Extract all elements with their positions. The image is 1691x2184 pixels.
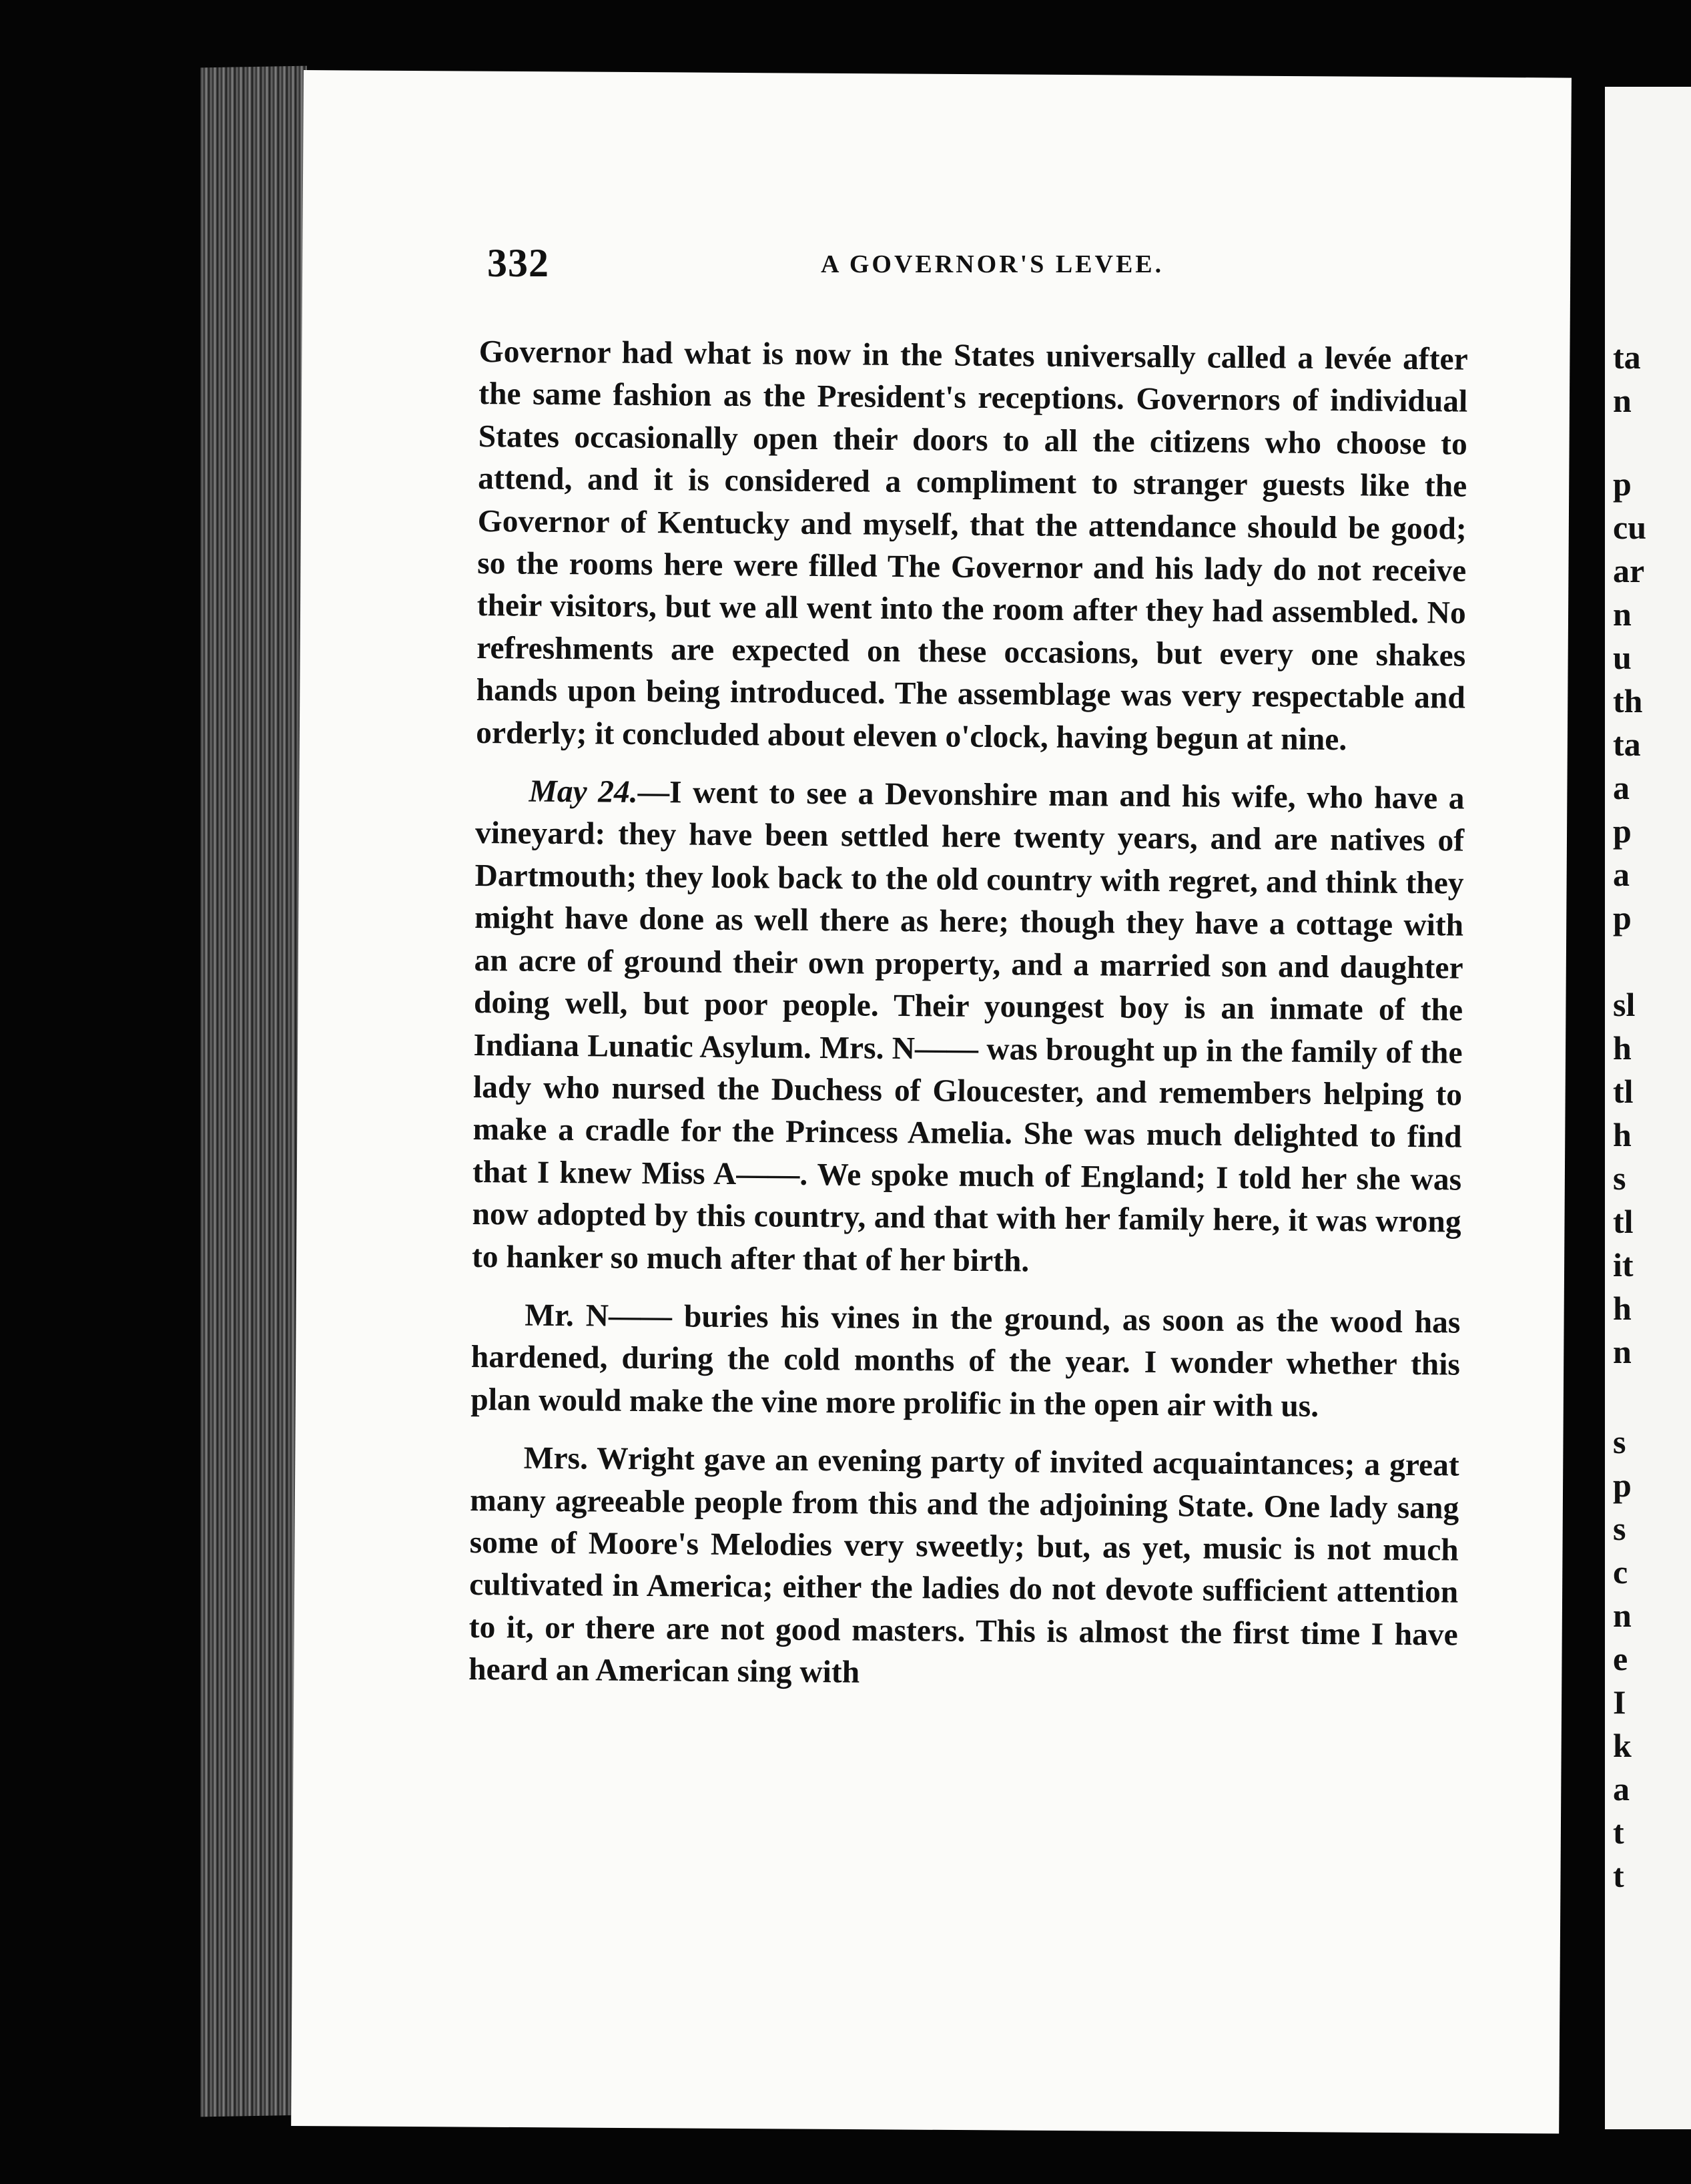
facing-page-fragment: it — [1613, 1246, 1634, 1284]
paragraph-text: —I went to see a Devonshire man and his wife, who have a vineyard: they have been settled here twenty years, and are natives of Dartmouth; they look back to the old country with regret, and think they might have done as well there as here; though they have a cottage with an acre of ground their own property, and a married son and daughter doing well, but poor people. Their youngest boy is an inmate of the Indiana Lunatic Asylum. Mrs. N—— was brought up in the family of the lady who nursed the Duchess of Gloucester, and remembers helping to make a cradle for the Princess Amelia. She was much delighted to find that I knew Miss A——. We spoke much of England; I told her she was now adopted by this country, and that with her family here, it was wrong to hanker so much after that of her birth. — [471, 774, 1465, 1279]
facing-page-fragment: t — [1613, 1857, 1624, 1894]
facing-page-fragment: k — [1613, 1727, 1632, 1764]
facing-page-fragment: ar — [1613, 552, 1645, 589]
paragraph-text: Mrs. Wright gave an evening party of invited acquaintances; a great many agreeable people from this and the adjoining State. One lady sang some of Moore's Melodies very sweetly; but, as yet, music is not much cultivated in America; either the ladies do not devote sufficient attention to it, or there are not good masters. This is almost the first time I have heard an American sing with — [468, 1440, 1459, 1690]
diary-date: May 24. — [529, 774, 638, 810]
paragraph-text: Governor had what is now in the States universally called a levée after the same fashion as the President's receptions. Governors of individual States occasionally open their doors to all the citizens who choose to attend, and it is considered a compliment to stranger guests like the Governor of Kentucky and myself, that the attendance should be good; so the rooms here were filled The Governor and his lady do not receive their visitors, but we all went into the room after they had assembled. No refreshments are expected on these occasions, but every one shakes hands upon being introduced. The assemblage was very respectable and orderly; it concluded about eleven o'clock, having begun at nine. — [476, 334, 1468, 757]
running-head: A GOVERNOR'S LEVEE. — [821, 250, 1164, 278]
facing-page-fragment: p — [1613, 812, 1632, 850]
facing-page-fragment: h — [1613, 1290, 1632, 1327]
page-header — [487, 240, 1488, 294]
facing-page-fragment: n — [1613, 1333, 1632, 1370]
facing-page-fragment: s — [1613, 1159, 1626, 1197]
facing-page-fragment: tl — [1613, 1073, 1634, 1110]
facing-page-fragment: th — [1613, 682, 1643, 720]
facing-page-fragment: h — [1613, 1029, 1632, 1067]
facing-page-fragment: s — [1613, 1510, 1626, 1547]
paragraph — [472, 770, 1465, 1286]
facing-page-fragment: ta — [1613, 726, 1641, 763]
facing-page-fragment: a — [1613, 769, 1630, 806]
paragraph-text: Mr. N—— buries his vines in the ground, as soon as the wood has hardened, during the cold months of the year. I wonder whether this plan would make the vine more prolific in the open air with us. — [470, 1298, 1461, 1424]
facing-page-fragment: a — [1613, 1770, 1630, 1808]
paragraph — [468, 1437, 1459, 1699]
facing-page-fragment: p — [1613, 465, 1632, 503]
facing-page-fragment: e — [1613, 1640, 1628, 1677]
facing-page-fragment: c — [1613, 1553, 1628, 1591]
book-page-edges — [200, 66, 307, 2117]
paragraph — [476, 331, 1468, 762]
facing-page-fragment: I — [1613, 1683, 1626, 1721]
facing-page-fragment: ta — [1613, 338, 1641, 376]
facing-page-fragment: sl — [1613, 986, 1636, 1023]
facing-page-fragment: h — [1613, 1116, 1632, 1153]
facing-page-fragment: t — [1613, 1814, 1624, 1851]
paragraph — [470, 1294, 1460, 1429]
facing-page-fragment: u — [1613, 639, 1632, 676]
page-number: 332 — [487, 241, 549, 285]
facing-page-fragment: p — [1613, 1466, 1632, 1504]
facing-page-fragment: tl — [1613, 1203, 1634, 1240]
facing-page-fragment: cu — [1613, 509, 1646, 546]
facing-page-fragment: a — [1613, 856, 1630, 893]
facing-page-edge — [1605, 87, 1691, 2129]
facing-page-fragment: n — [1613, 1597, 1632, 1634]
facing-page-fragment: p — [1613, 899, 1632, 936]
facing-page-fragment: n — [1613, 595, 1632, 633]
facing-page-fragment: n — [1613, 382, 1632, 419]
facing-page-fragment: s — [1613, 1423, 1626, 1460]
body-text — [468, 331, 1468, 1699]
